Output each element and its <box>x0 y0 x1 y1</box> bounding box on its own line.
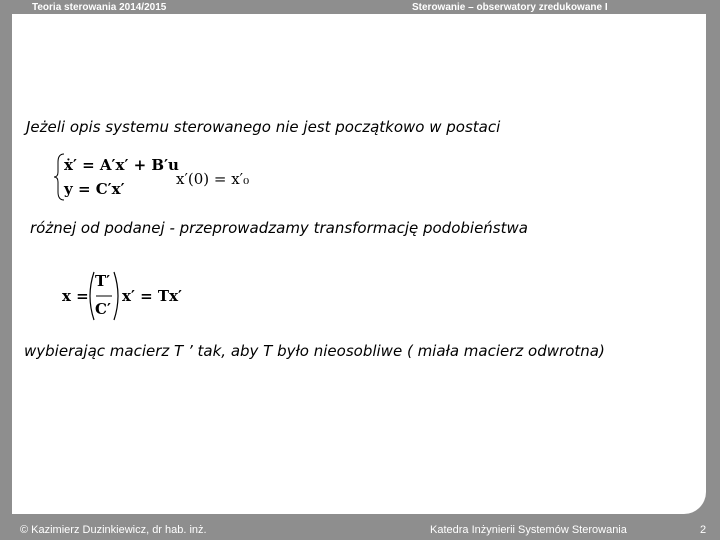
page-number: 2 <box>700 524 707 536</box>
intro-text: Jeżeli opis systemu sterowanego nie jest początkowo w postaci <box>26 118 501 136</box>
slide-card <box>12 14 706 514</box>
footer-department: Katedra Inżynierii Systemów Sterowania <box>430 524 627 536</box>
initial-condition: x′(0) = x′₀ <box>176 170 250 188</box>
header-course-title: Teoria sterowania 2014/2015 <box>32 2 167 13</box>
transformation-lhs: x = <box>62 287 89 305</box>
matrix-T-prime: T′ <box>95 272 111 290</box>
header-topic-title: Sterowanie – obserwatory zredukowane I <box>412 2 608 13</box>
choice-text: wybierając macierz T ’ tak, aby T było nieosobliwe ( miała macierz odwrotna) <box>24 342 605 360</box>
footer-author: © Kazimierz Duzinkiewicz, dr hab. inż. <box>20 524 207 536</box>
matrix-C-prime: C′ <box>95 300 111 318</box>
output-equation: y = C′x′ <box>64 180 125 198</box>
transformation-text: różnej od podanej - przeprowadzamy transformację podobieństwa <box>30 219 528 237</box>
state-equation: ẋ′ = A′x′ + B′u <box>64 156 179 174</box>
transformation-rhs: x′ = Tx′ <box>122 287 182 305</box>
